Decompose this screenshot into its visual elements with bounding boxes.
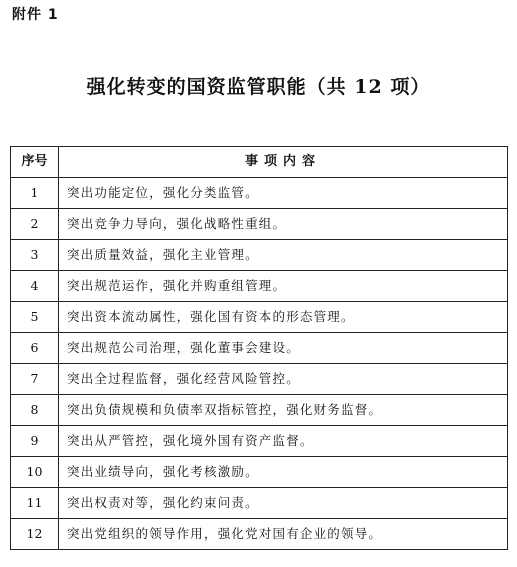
table-row [11, 426, 508, 457]
table-row [11, 395, 508, 426]
table-row [11, 457, 508, 488]
row-content: 突出党组织的领导作用，强化党对国有企业的领导。 [59, 519, 508, 550]
row-number: 11 [11, 488, 59, 519]
table-row [11, 302, 508, 333]
row-number: 4 [11, 271, 59, 302]
table-row [11, 240, 508, 271]
row-number: 12 [11, 519, 59, 550]
row-content: 突出规范公司治理，强化董事会建设。 [59, 333, 508, 364]
table-header-row [11, 147, 508, 178]
row-content: 突出业绩导向，强化考核激励。 [59, 457, 508, 488]
row-number: 5 [11, 302, 59, 333]
row-number: 3 [11, 240, 59, 271]
row-number: 8 [11, 395, 59, 426]
attachment-label: 附件 1 [12, 7, 59, 23]
row-content: 突出负债规模和负债率双指标管控，强化财务监督。 [59, 395, 508, 426]
table-row [11, 333, 508, 364]
table-row [11, 488, 508, 519]
row-content: 突出资本流动属性，强化国有资本的形态管理。 [59, 302, 508, 333]
row-content: 突出竞争力导向，强化战略性重组。 [59, 209, 508, 240]
row-number: 7 [11, 364, 59, 395]
table-row [11, 209, 508, 240]
column-header-content: 事项内容 [59, 147, 508, 178]
table-row [11, 519, 508, 550]
row-content: 突出全过程监督，强化经营风险管控。 [59, 364, 508, 395]
items-table [10, 146, 508, 550]
document-title: 强化转变的国资监管职能（共 12 项） [86, 76, 431, 98]
row-content: 突出规范运作，强化并购重组管理。 [59, 271, 508, 302]
row-content: 突出功能定位，强化分类监管。 [59, 178, 508, 209]
row-content: 突出从严管控，强化境外国有资产监督。 [59, 426, 508, 457]
table-row [11, 271, 508, 302]
table-row [11, 364, 508, 395]
row-number: 2 [11, 209, 59, 240]
row-number: 1 [11, 178, 59, 209]
column-header-number: 序号 [11, 147, 59, 178]
row-content: 突出质量效益，强化主业管理。 [59, 240, 508, 271]
row-number: 6 [11, 333, 59, 364]
row-number: 10 [11, 457, 59, 488]
row-content: 突出权责对等，强化约束问责。 [59, 488, 508, 519]
row-number: 9 [11, 426, 59, 457]
table-row [11, 178, 508, 209]
